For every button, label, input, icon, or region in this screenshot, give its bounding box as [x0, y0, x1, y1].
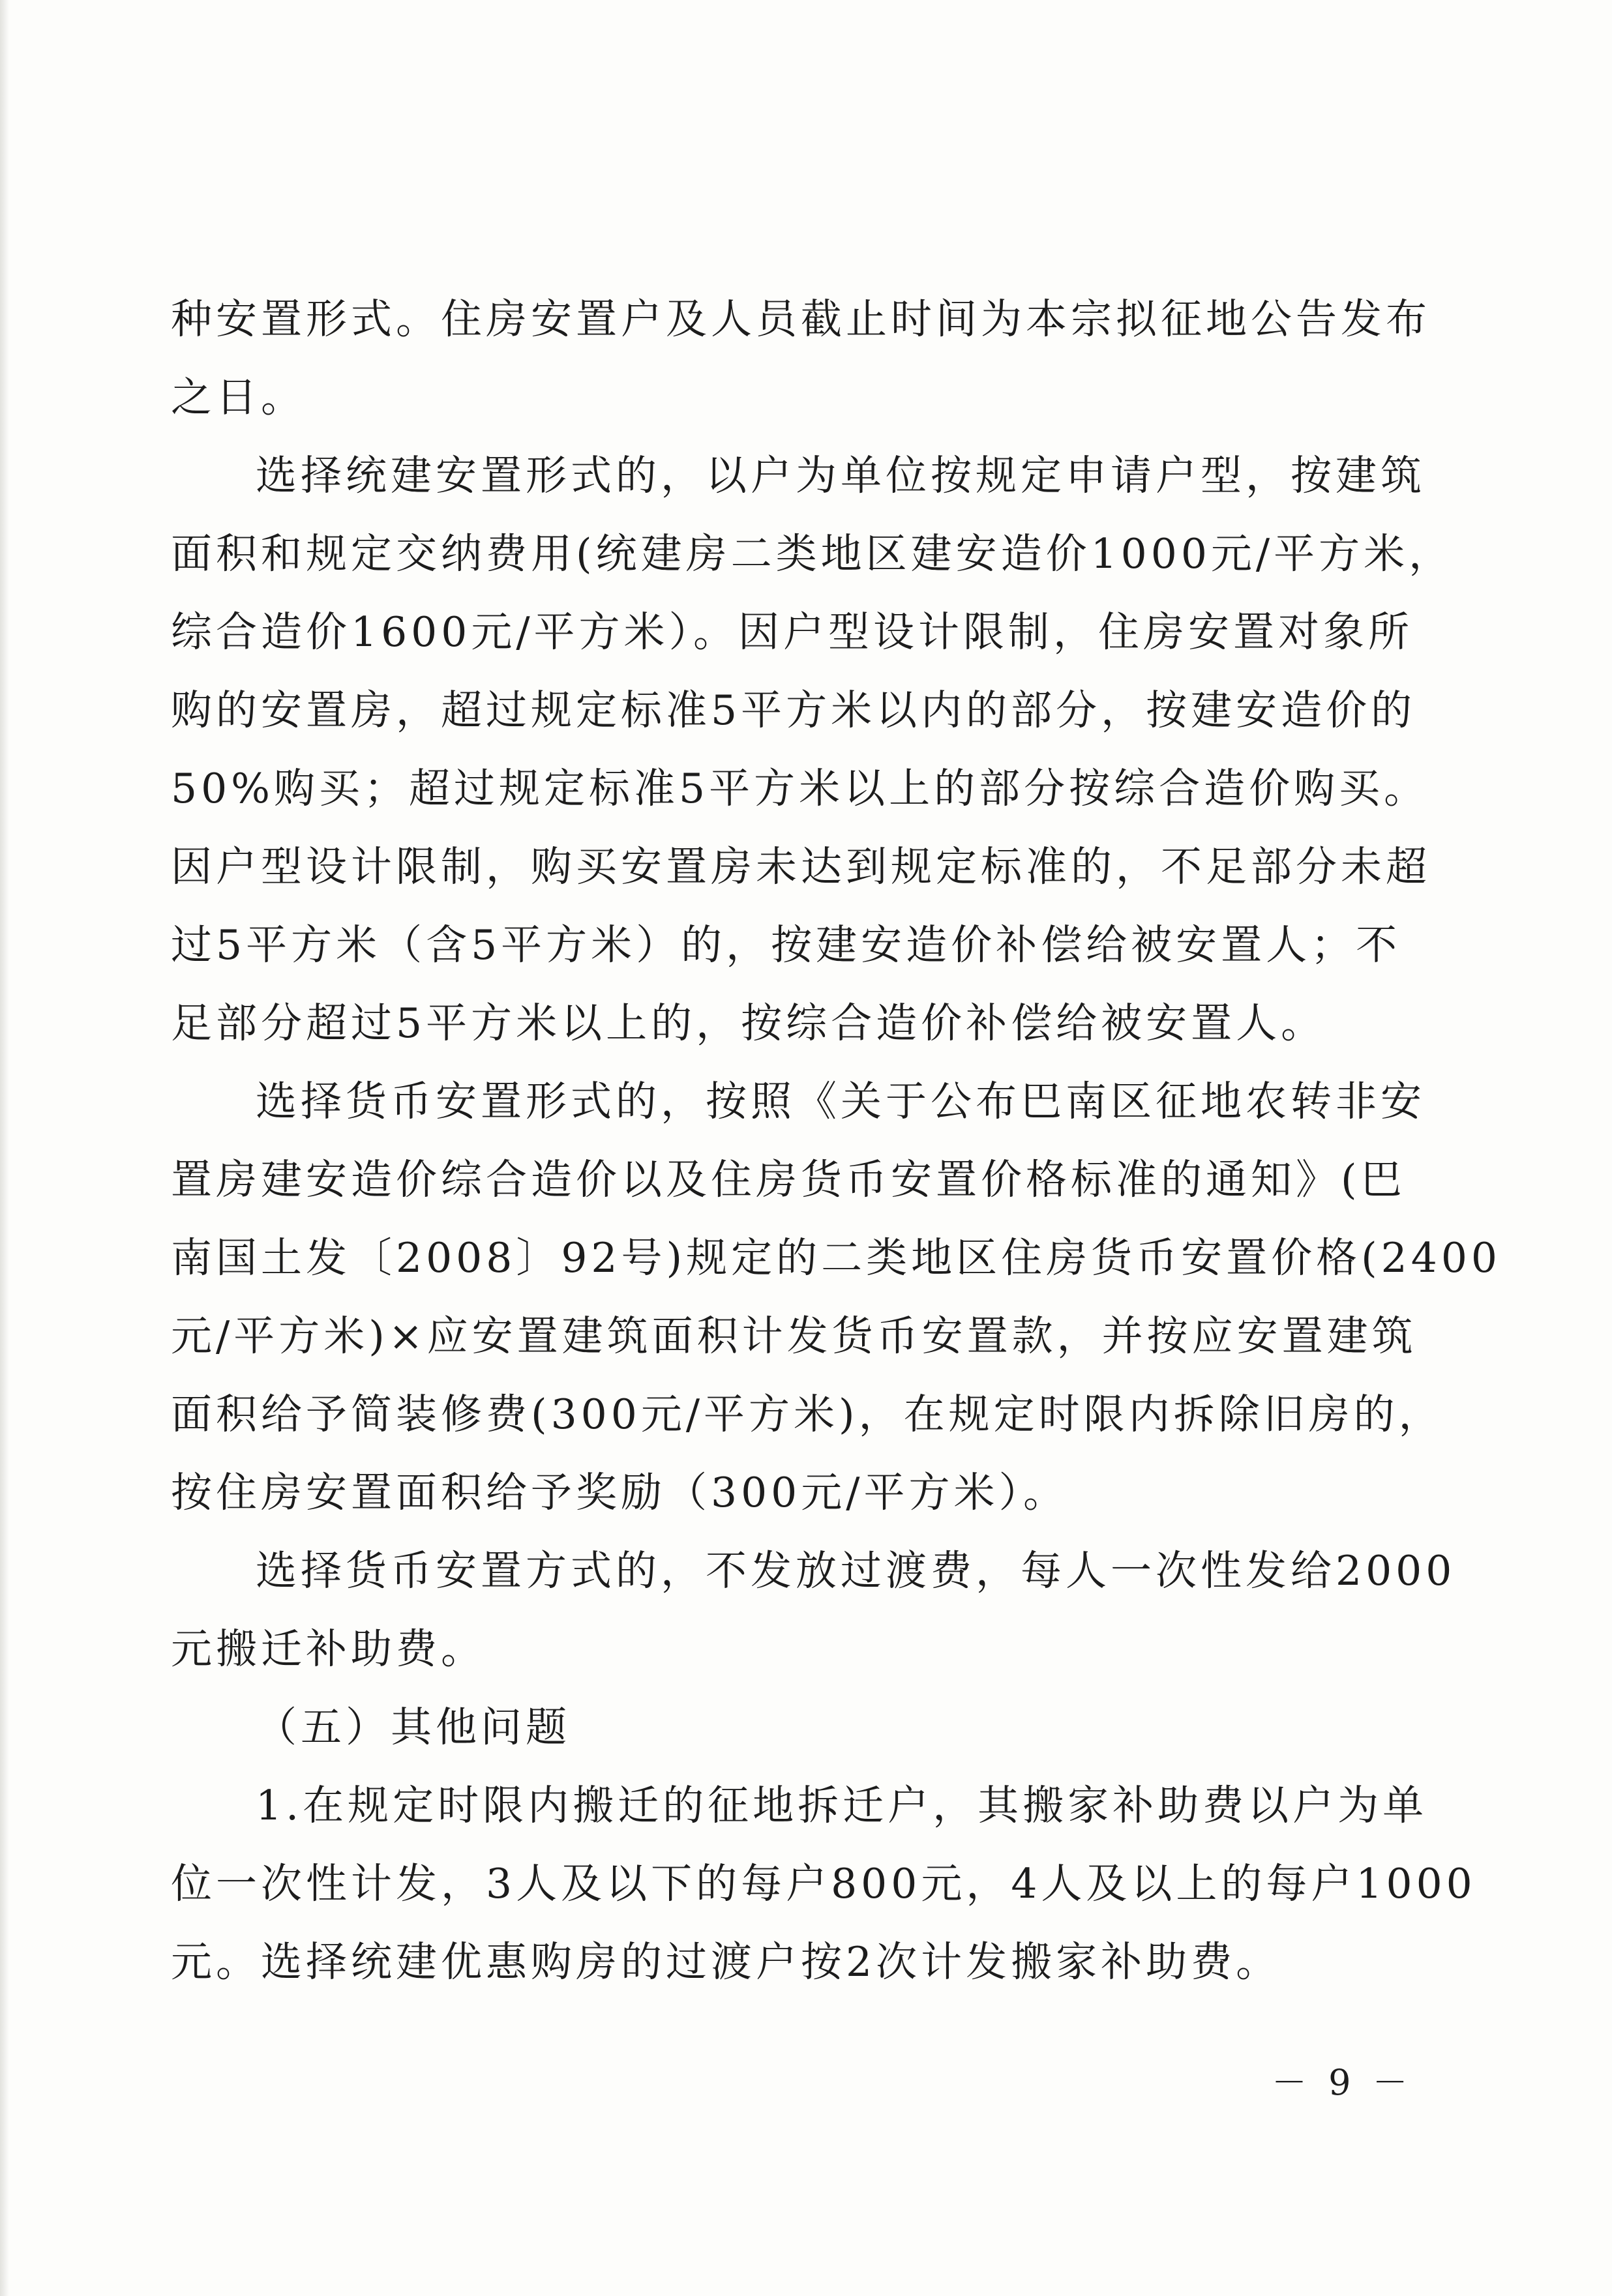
text-line: 按住房安置面积给予奖励（300元/平方米）。 — [171, 1469, 1068, 1516]
text-line: 之日。 — [171, 374, 306, 421]
text-line: 足部分超过5平方米以上的，按综合造价补偿给被安置人。 — [171, 999, 1326, 1047]
text-line: 面积和规定交纳费用(统建房二类地区建安造价1000元/平方米， — [171, 530, 1454, 578]
text-line: 元/平方米)×应安置建筑面积计发货币安置款，并按应安置建筑 — [171, 1312, 1417, 1360]
paragraph-start-line: 选择统建安置形式的，以户为单位按规定申请户型，按建筑 — [256, 452, 1425, 499]
text-line: 综合造价1600元/平方米）。因户型设计限制，住房安置对象所 — [171, 608, 1414, 656]
text-line: 50%购买；超过规定标准5平方米以上的部分按综合造价购买。 — [171, 765, 1429, 812]
text-line: 种安置形式。住房安置户及人员截止时间为本宗拟征地公告发布 — [171, 295, 1431, 343]
text-line: 置房建安造价综合造价以及住房货币安置价格标准的通知》(巴 — [171, 1156, 1406, 1203]
text-line: 南国土发〔2008〕92号)规定的二类地区住房货币安置价格(2400 — [171, 1234, 1501, 1282]
text-line: 面积给予简装修费(300元/平方米)，在规定时限内拆除旧房的， — [171, 1391, 1444, 1438]
text-line: 位一次性计发，3人及以下的每户800元，4人及以上的每户1000 — [171, 1860, 1476, 1907]
text-line: 因户型设计限制，购买安置房未达到规定标准的，不足部分未超 — [171, 843, 1431, 890]
paragraph-start-line: 1.在规定时限内搬迁的征地拆迁户，其搬家补助费以户为单 — [256, 1782, 1428, 1829]
text-line: 元。选择统建优惠购房的过渡户按2次计发搬家补助费。 — [171, 1938, 1281, 1986]
text-line: 元搬迁补助费。 — [171, 1625, 486, 1673]
section-heading: （五）其他问题 — [256, 1703, 571, 1751]
paragraph-start-line: 选择货币安置方式的，不发放过渡费，每人一次性发给2000 — [256, 1547, 1456, 1595]
page-number: － 9 － — [1272, 2062, 1413, 2103]
text-line: 过5平方米（含5平方米）的，按建安造价补偿给被安置人；不 — [171, 921, 1401, 969]
scan-edge — [0, 0, 9, 2296]
text-line: 购的安置房，超过规定标准5平方米以内的部分，按建安造价的 — [171, 686, 1416, 734]
paragraph-start-line: 选择货币安置形式的，按照《关于公布巴南区征地农转非安 — [256, 1078, 1425, 1125]
